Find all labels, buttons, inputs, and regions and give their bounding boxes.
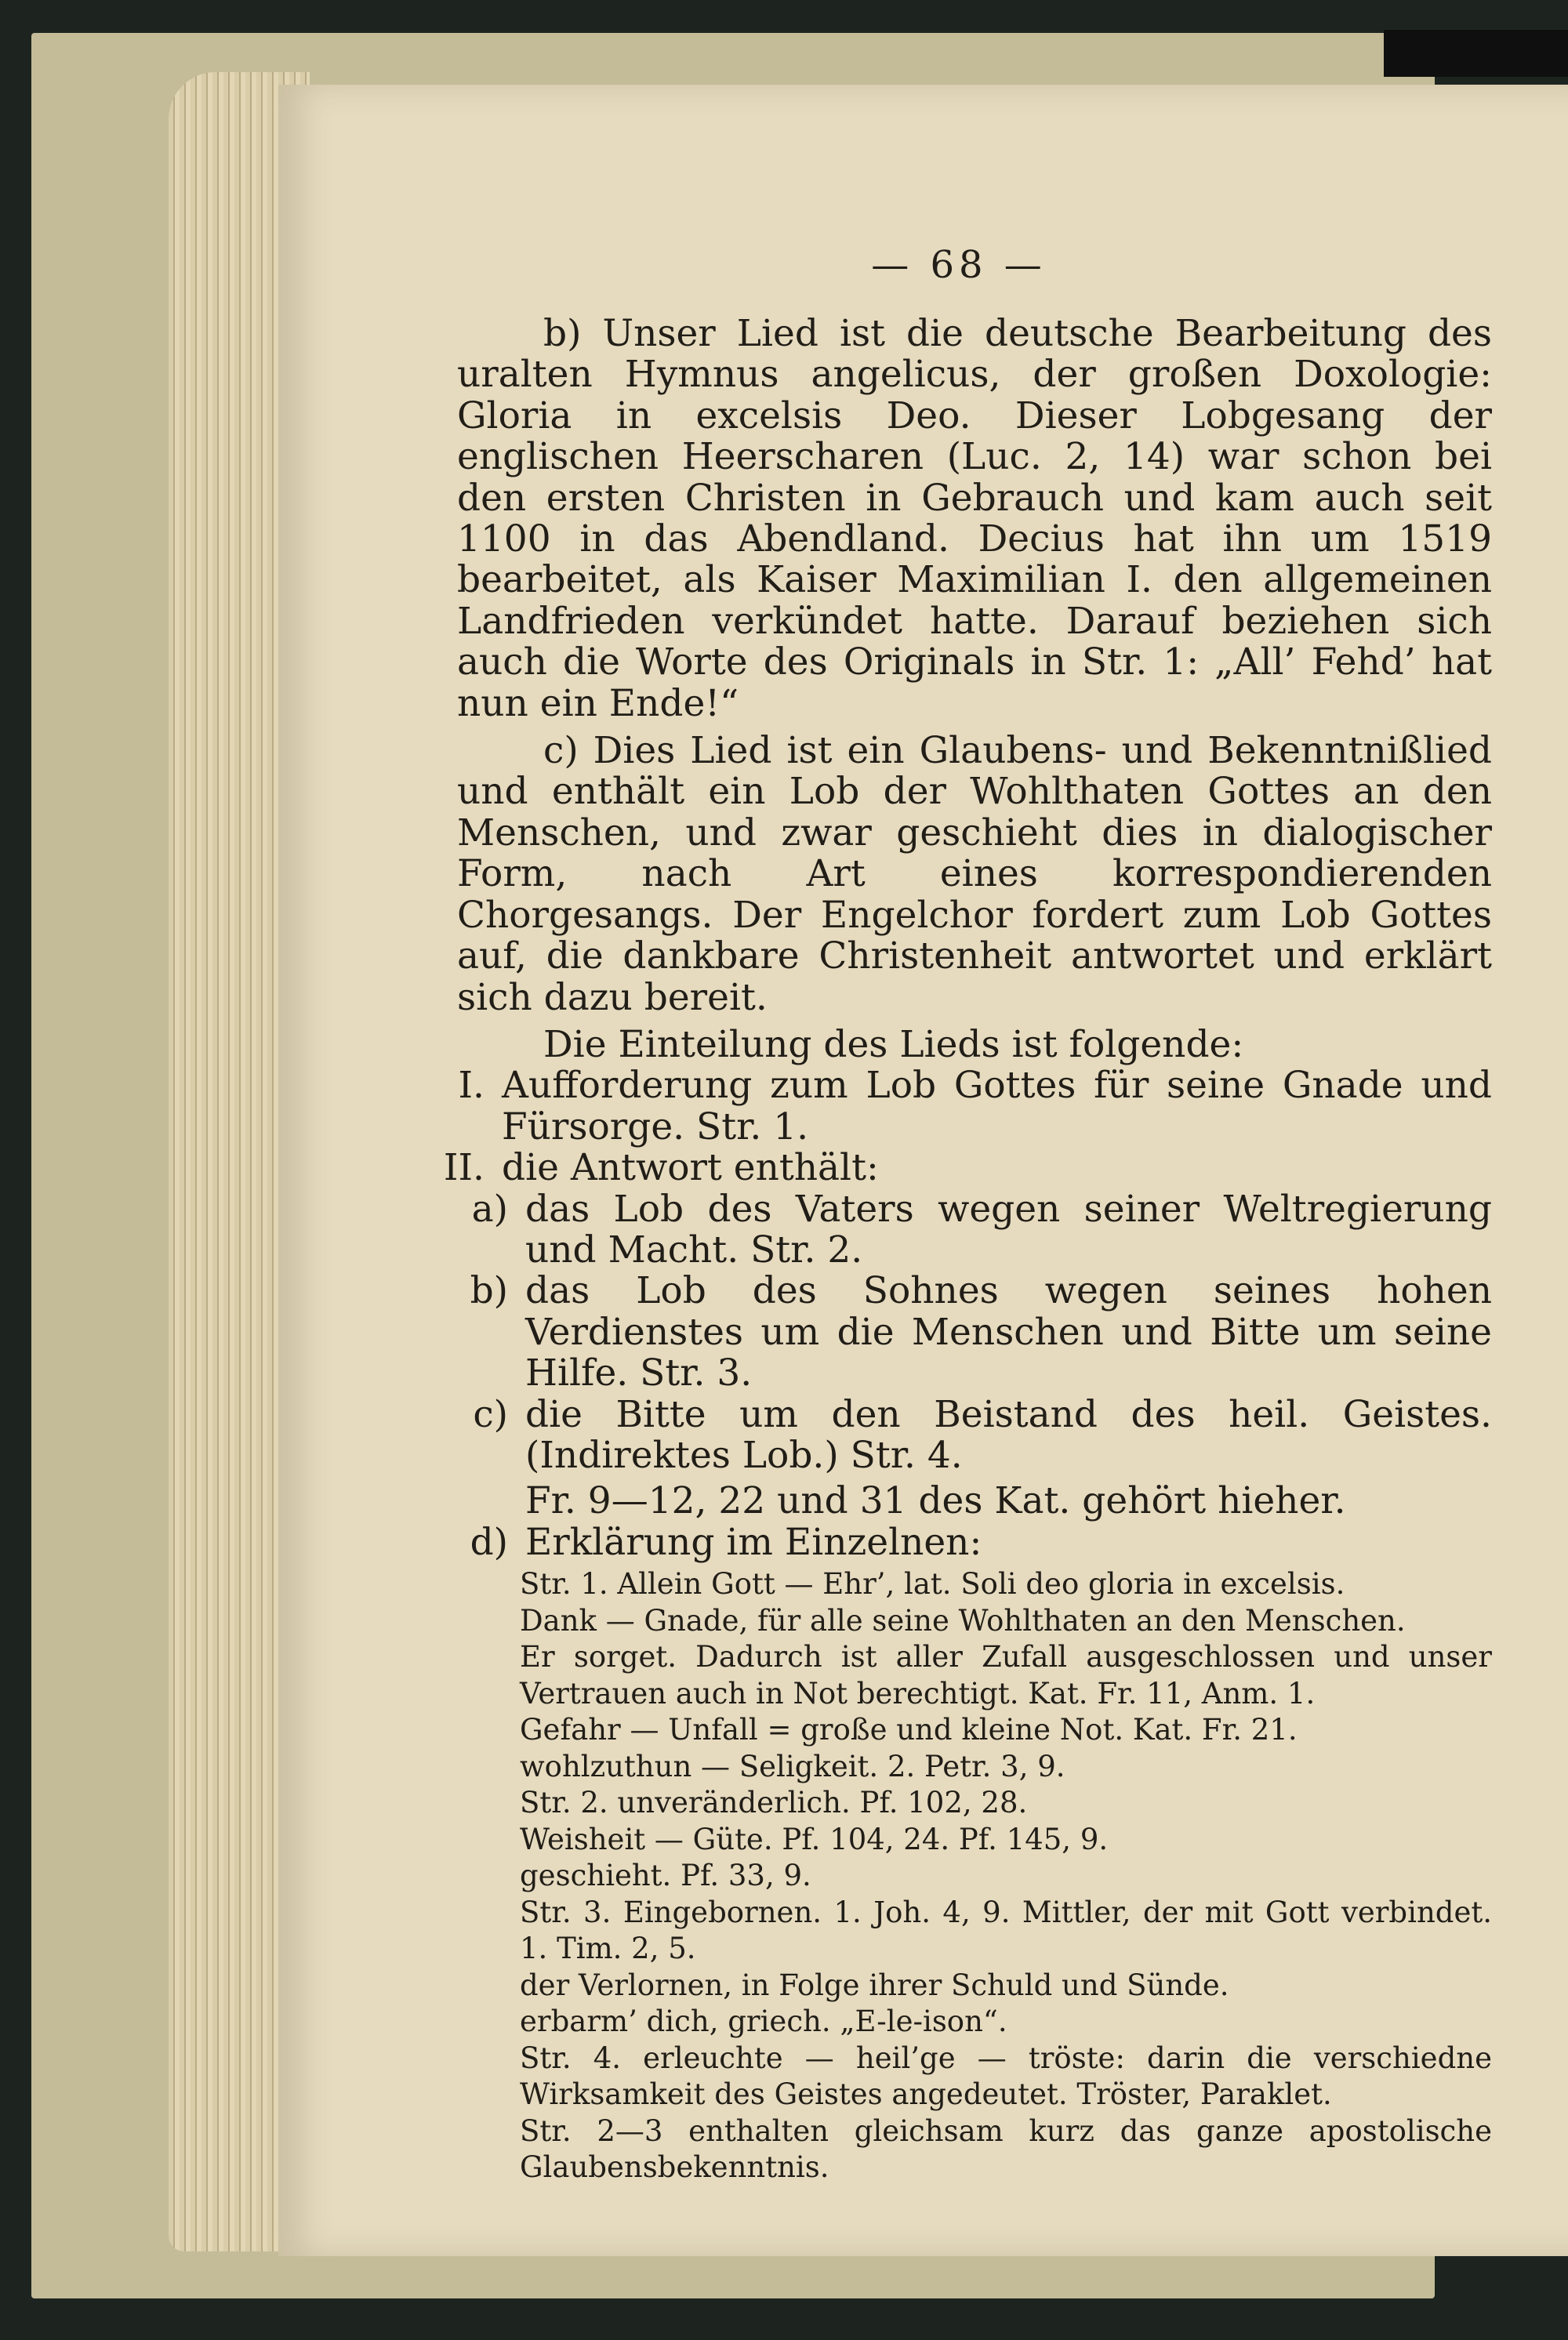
explanation-title: Erklärung im Einzelnen:: [525, 1520, 982, 1564]
sub-outline-item: [457, 1189, 1492, 1272]
outline-text: die Antwort enthält:: [502, 1146, 879, 1190]
sub-outline-text: die Bitte um den Beistand des heil. Geistes. (Indirektes Lob.) Str. 4.: [525, 1392, 1492, 1477]
catechism-reference: Fr. 9—12, 22 und 31 des Kat. gehört hieher.: [525, 1479, 1346, 1523]
explanation-heading: [457, 1522, 1492, 1563]
note-line: Str. 3. Eingebornen. 1. Joh. 4, 9. Mittler, der mit Gott verbindet. 1. Tim. 2, 5.: [520, 1895, 1492, 1966]
outline-number: II.: [443, 1146, 485, 1190]
outline-item: [443, 1146, 1492, 1190]
note-line: geschieht. Pf. 33, 9.: [520, 1859, 811, 1893]
sub-outline-letter: a): [471, 1187, 508, 1231]
book-spine: [1384, 30, 1568, 77]
note-line: Er sorget. Dadurch ist aller Zufall ausgeschlossen und unser Vertrauen auch in Not berechtigt. Kat. Fr. 11, Anm. 1.: [520, 1640, 1492, 1711]
sub-outline-text: das Lob des Sohnes wegen seines hohen Verdienstes um die Menschen und Bitte um seine Hilfe. Str. 3.: [525, 1269, 1492, 1395]
note-line: Dank — Gnade, für alle seine Wohlthaten an den Menschen.: [520, 1603, 1406, 1638]
sub-outline-letter: c): [473, 1392, 508, 1436]
note-line: Str. 2. unveränderlich. Pf. 102, 28.: [520, 1786, 1028, 1820]
note-line: erbarm’ dich, griech. „E-le-ison“.: [520, 2004, 1007, 2039]
paragraph-c: c) Dies Lied ist ein Glaubens- und Bekenntnißlied und enthält ein Lob der Wohlthaten Gottes an den Menschen, und zwar geschieht dies in dialogischer Form, nach Art eines korrespondierenden Chorgesangs. Der Engelchor fordert zum Lob Gottes auf, die dankbare Christenheit antwortet und erklärt sich dazu bereit.: [457, 729, 1492, 1019]
explanation-letter: d): [470, 1520, 508, 1564]
note-line: Gefahr — Unfall = große und kleine Not. Kat. Fr. 21.: [520, 1713, 1298, 1747]
sub-outline-item: [457, 1392, 1492, 1477]
einteilung-heading: Die Einteilung des Lieds ist folgende:: [543, 1022, 1244, 1066]
note-line: der Verlornen, in Folge ihrer Schuld und Sünde.: [520, 1968, 1229, 2002]
note-line: Str. 1. Allein Gott — Ehr’, lat. Soli deo gloria in excelsis.: [520, 1567, 1345, 1602]
note-line: Str. 4. erleuchte — heil’ge — tröste: darin die verschiedne Wirksamkeit des Geistes angedeutet. Tröster, Paraklet.: [520, 2041, 1492, 2112]
sub-outline-item: [457, 1271, 1492, 1394]
paragraph-b: b) Unser Lied ist die deutsche Bearbeitung des uralten Hymnus angelicus, der großen Doxologie: Gloria in excelsis Deo. Dieser Lobgesang der englischen Heerscharen (Luc. 2, 14) war schon bei den ersten Christen in Gebrauch und kam auch seit 1100 in das Abendland. Decius hat ihn um 1519 bearbeitet, als Kaiser Maximilian I. den allgemeinen Landfrieden verkündet hatte. Darauf beziehen sich auch die Worte des Originals in Str. 1: „All’ Fehd’ hat nun ein Ende!“: [457, 312, 1492, 725]
outline-text: Aufforderung zum Lob Gottes für seine Gnade und Fürsorge. Str. 1.: [502, 1064, 1492, 1148]
sub-outline-text: das Lob des Vaters wegen seiner Weltregierung und Macht. Str. 2.: [525, 1187, 1492, 1272]
sub-outline-letter: b): [470, 1269, 508, 1313]
notes-block: [457, 1566, 1492, 2186]
outline-number: I.: [458, 1064, 485, 1108]
note-line: Str. 2—3 enthalten gleichsam kurz das ganze apostolische Glaubensbekenntnis.: [520, 2113, 1492, 2185]
note-line: Weisheit — Güte. Pf. 104, 24. Pf. 145, 9.: [520, 1822, 1109, 1856]
outline-item: [457, 1065, 1492, 1148]
note-line: wohlzuthun — Seligkeit. 2. Petr. 3, 9.: [520, 1749, 1065, 1783]
page-text: [443, 243, 1492, 2186]
page-number: — 68 —: [871, 243, 1047, 287]
